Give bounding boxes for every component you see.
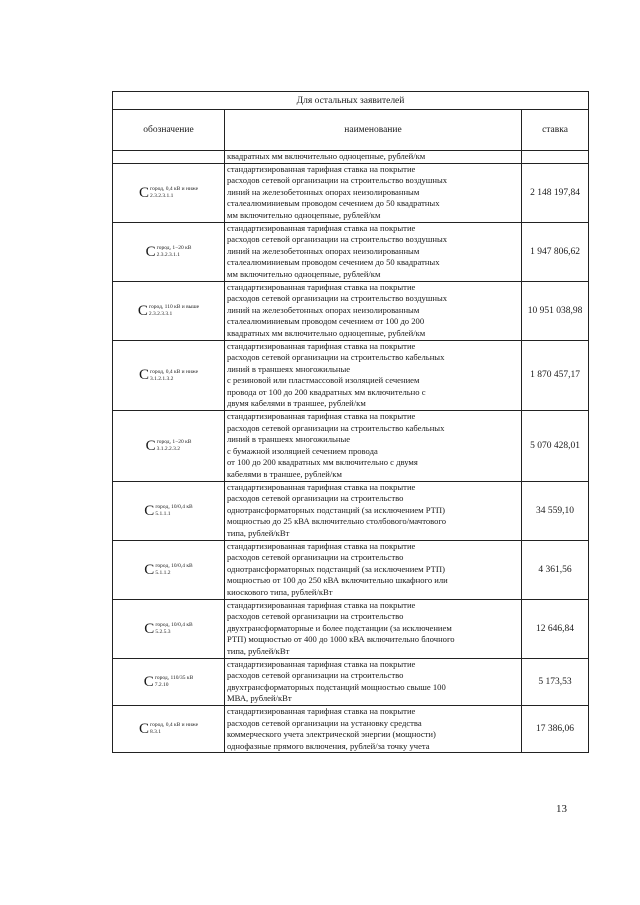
description-line: стандартизированная тарифная ставка на покрытие [227, 599, 416, 610]
description-line: киоскового типа, рублей/кВт [227, 586, 333, 597]
table-row [113, 222, 589, 281]
table-row [113, 481, 589, 540]
rate-description [225, 705, 522, 752]
description-line: однотрансформаторных подстанций (за исключением РТП) [227, 504, 445, 515]
description-line: линий в траншеях многожильные [227, 434, 351, 445]
rate-code-subscript: 8.3.1 [149, 729, 161, 736]
rate-code-superscript: город, 1−20 кВ [156, 244, 192, 251]
description-line: линий на железобетонных опорах неизолированным [227, 304, 420, 315]
rate-code-subscript: 5.2.5.3 [155, 628, 171, 635]
rate-code-superscript: город, 10/0,4 кВ [155, 621, 193, 628]
rate-code-cell [113, 340, 225, 411]
rate-code-cell [113, 281, 225, 340]
description-line: двухтрансформаторные и более подстанции (за исключением [227, 622, 452, 633]
description-line: стандартизированная тарифная ставка на покрытие [227, 481, 416, 492]
rate-symbol: C [143, 673, 154, 690]
description-line: расходов сетевой организации на строительство воздушных [227, 234, 448, 245]
rate-description [225, 540, 522, 599]
rate-code-subscript: 5.1.1.1 [155, 510, 171, 517]
table-title: Для остальных заявителей [113, 92, 589, 110]
rate-symbol: C [145, 243, 156, 260]
table-row [113, 705, 589, 752]
description-line: сталеалюминиевым проводом сечением от 100 до 200 [227, 316, 425, 327]
rate-value: 4 361,56 [522, 540, 589, 599]
rate-code-cell [113, 540, 225, 599]
description-line: линий на железобетонных опорах неизолированным [227, 186, 420, 197]
rate-code-cell [113, 658, 225, 705]
continuation-text: квадратных мм включительно одноцепные, рублей/км [225, 151, 522, 164]
rate-value: 17 386,06 [522, 705, 589, 752]
rate-description [225, 222, 522, 281]
description-line: квадратных мм включительно одноцепные, рублей/км [227, 327, 426, 338]
rate-symbol: C [138, 367, 149, 384]
header-rate: ставка [522, 110, 589, 151]
table-row [113, 540, 589, 599]
description-line: МВА, рублей/кВт [227, 693, 292, 704]
description-line: двухтрансформаторных подстанций мощностью свыше 100 [227, 681, 446, 692]
description-line: расходов сетевой организации на строительство [227, 670, 404, 681]
tariff-table [112, 91, 589, 753]
rate-symbol: C [144, 620, 155, 637]
description-line: типа, рублей/кВт [227, 528, 290, 538]
description-line: расходов сетевой организации на строительство кабельных [227, 352, 445, 363]
header-code: обозначение [113, 110, 225, 151]
description-line: расходов сетевой организации на строительство [227, 493, 404, 504]
rate-symbol: C [137, 302, 148, 319]
table-row [113, 163, 589, 222]
rate-code-superscript: город, 0,4 кВ и ниже [149, 368, 199, 375]
description-line: стандартизированная тарифная ставка на покрытие [227, 340, 416, 351]
description-line: с бумажной изоляцией сечением провода [227, 445, 378, 456]
rate-value: 1 870 457,17 [522, 340, 589, 411]
description-line: стандартизированная тарифная ставка на покрытие [227, 658, 416, 669]
description-line: стандартизированная тарифная ставка на покрытие [227, 540, 416, 551]
rate-description [225, 599, 522, 658]
description-line: стандартизированная тарифная ставка на покрытие [227, 411, 416, 422]
description-line: стандартизированная тарифная ставка на покрытие [227, 281, 416, 292]
continuation-row [113, 151, 589, 164]
description-line: мощностью от 100 до 250 кВА включительно шкафного или [227, 575, 448, 586]
rate-value: 5 070 428,01 [522, 411, 589, 482]
description-line: стандартизированная тарифная ставка на покрытие [227, 222, 416, 233]
rate-code-superscript: город, 110/35 кВ [154, 675, 194, 682]
description-line: расходов сетевой организации на строительство кабельных [227, 422, 445, 433]
rate-code-cell [113, 705, 225, 752]
description-line: расходов сетевой организации на установку средства [227, 717, 422, 728]
table-row [113, 599, 589, 658]
rate-symbol: C [138, 720, 149, 737]
description-line: расходов сетевой организации на строительство воздушных [227, 175, 448, 186]
description-line: стандартизированная тарифная ставка на покрытие [227, 705, 416, 716]
description-line: расходов сетевой организации на строительство [227, 552, 404, 563]
tariff-table-container [112, 91, 583, 753]
description-line: кабелями в траншее, рублей/км [227, 469, 342, 480]
rate-value: 34 559,10 [522, 481, 589, 540]
rate-code-cell [113, 163, 225, 222]
description-line: мм включительно одноцепные, рублей/км [227, 268, 381, 279]
rate-description [225, 411, 522, 482]
rate-value: 2 148 197,84 [522, 163, 589, 222]
rate-code-subscript: 7.2.10 [154, 682, 169, 689]
description-line: расходов сетевой организации на строительство [227, 611, 404, 622]
rate-code-cell [113, 599, 225, 658]
description-line: двумя кабелями в траншее, рублей/км [227, 398, 366, 409]
description-line: однотрансформаторных подстанций (за исключением РТП) [227, 563, 445, 574]
description-line: мм включительно одноцепные, рублей/км [227, 209, 381, 220]
rate-description [225, 340, 522, 411]
rate-code-cell [113, 222, 225, 281]
rate-code-subscript: 2.3.2.3.1.1 [149, 192, 174, 199]
description-line: сталеалюминиевым проводом сечением до 50 квадратных [227, 257, 440, 268]
description-line: линий на железобетонных опорах неизолированным [227, 245, 420, 256]
header-name: наименование [225, 110, 522, 151]
description-line: типа, рублей/кВт [227, 645, 290, 656]
description-line: с резиновой или пластмассовой изоляцией сечением [227, 375, 420, 386]
table-row [113, 658, 589, 705]
table-row [113, 411, 589, 482]
rate-code-cell [113, 481, 225, 540]
rate-value: 5 173,53 [522, 658, 589, 705]
rate-symbol: C [144, 502, 155, 519]
description-line: провода от 100 до 200 квадратных мм включительно с [227, 386, 426, 397]
description-line: сталеалюминиевым проводом сечением до 50 квадратных [227, 198, 440, 209]
rate-symbol: C [138, 184, 149, 201]
rate-value: 10 951 038,98 [522, 281, 589, 340]
table-row [113, 281, 589, 340]
rate-code-subscript: 3.1.2.2.3.2 [156, 446, 180, 453]
description-line: РТП) мощностью от 400 до 1000 кВА включительно блочного [227, 634, 455, 645]
rate-code-subscript: 2.3.2.3.3.1 [148, 310, 173, 317]
rate-code-subscript: 3.1.2.1.3.2 [149, 375, 174, 382]
rate-code-superscript: город, 10/0,4 кВ [155, 503, 193, 510]
rate-description [225, 658, 522, 705]
page-number: 13 [556, 803, 567, 815]
rate-code-superscript: город, 1−20 кВ [156, 439, 192, 446]
rate-symbol: C [145, 437, 156, 454]
continuation-code-cell [113, 151, 225, 164]
rate-description [225, 281, 522, 340]
description-line: мощностью до 25 кВА включительно столбового/мачтового [227, 516, 447, 527]
description-line: линий в траншеях многожильные [227, 363, 351, 374]
continuation-rate-cell [522, 151, 589, 164]
rate-code-superscript: город, 0,4 кВ и ниже [149, 185, 199, 192]
description-line: расходов сетевой организации на строительство воздушных [227, 293, 448, 304]
rate-value: 1 947 806,62 [522, 222, 589, 281]
rate-symbol: C [144, 561, 155, 578]
description-line: стандартизированная тарифная ставка на покрытие [227, 163, 416, 174]
description-line: однофазные прямого включения, рублей/за точку учета [227, 740, 430, 751]
description-line: от 100 до 200 квадратных мм включительно с двумя [227, 457, 418, 468]
table-row [113, 340, 589, 411]
rate-code-superscript: город, 10/0,4 кВ [155, 562, 193, 569]
description-line: коммерческого учета электрической энергии (мощности) [227, 729, 436, 740]
rate-code-superscript: город, 0,4 кВ и ниже [149, 722, 199, 729]
rate-description [225, 481, 522, 540]
rate-code-cell [113, 411, 225, 482]
rate-code-subscript: 5.1.1.2 [155, 569, 171, 576]
rate-code-superscript: город, 110 кВ и выше [148, 303, 200, 310]
rate-description [225, 163, 522, 222]
rate-value: 12 646,84 [522, 599, 589, 658]
rate-code-subscript: 2.3.2.3.1.1 [156, 251, 180, 258]
